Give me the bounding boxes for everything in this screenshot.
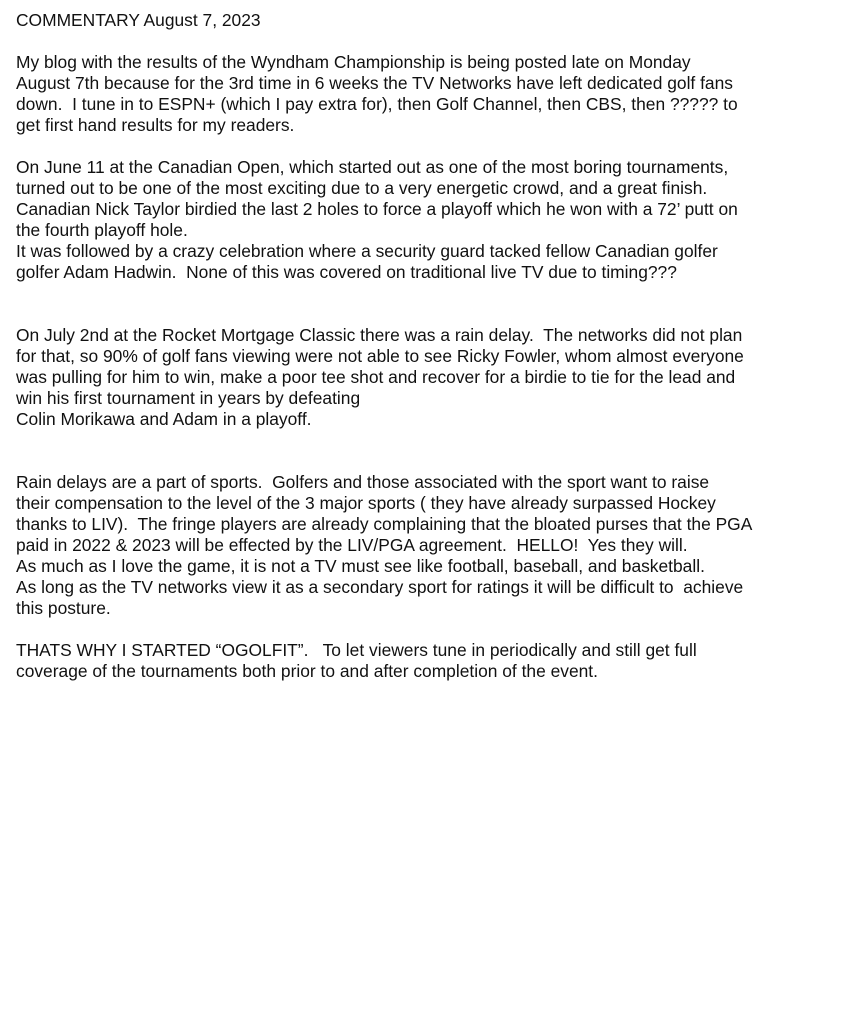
commentary-document bbox=[16, 10, 846, 682]
paragraph-line: the fourth playoff hole. bbox=[16, 220, 188, 240]
paragraph-line: August 7th because for the 3rd time in 6 weeks the TV Networks have left dedicated golf fans bbox=[16, 73, 733, 93]
paragraph-line: THATS WHY I STARTED “OGOLFIT”. To let viewers tune in periodically and still get full bbox=[16, 640, 697, 660]
paragraph-line: paid in 2022 & 2023 will be effected by the LIV/PGA agreement. HELLO! Yes they will. bbox=[16, 535, 688, 555]
paragraph-line: coverage of the tournaments both prior to and after completion of the event. bbox=[16, 661, 598, 681]
paragraph-line: My blog with the results of the Wyndham Championship is being posted late on Monday bbox=[16, 52, 691, 72]
paragraph-spacer bbox=[16, 31, 846, 52]
paragraph-spacer bbox=[16, 451, 846, 472]
paragraph-spacer bbox=[16, 136, 846, 157]
paragraph-line: thanks to LIV). The fringe players are already complaining that the bloated purses that the PGA bbox=[16, 514, 753, 534]
paragraph-line: Rain delays are a part of sports. Golfers and those associated with the sport want to raise bbox=[16, 472, 710, 492]
paragraph-line: their compensation to the level of the 3 major sports ( they have already surpassed Hockey bbox=[16, 493, 716, 513]
paragraph-spacer bbox=[16, 430, 846, 451]
paragraph-5 bbox=[16, 640, 846, 682]
paragraph-spacer bbox=[16, 304, 846, 325]
document-heading: COMMENTARY August 7, 2023 bbox=[16, 10, 261, 30]
paragraph-line: As much as I love the game, it is not a TV must see like football, baseball, and basketball. bbox=[16, 556, 705, 576]
paragraph-line: Colin Morikawa and Adam in a playoff. bbox=[16, 409, 312, 429]
paragraph-line: was pulling for him to win, make a poor tee shot and recover for a birdie to tie for the lead and bbox=[16, 367, 736, 387]
paragraph-line: win his first tournament in years by defeating bbox=[16, 388, 361, 408]
paragraph-line: this posture. bbox=[16, 598, 111, 618]
paragraph-line: for that, so 90% of golf fans viewing were not able to see Ricky Fowler, whom almost everyone bbox=[16, 346, 744, 366]
paragraph-line: On July 2nd at the Rocket Mortgage Classic there was a rain delay. The networks did not plan bbox=[16, 325, 743, 345]
paragraph-line: down. I tune in to ESPN+ (which I pay extra for), then Golf Channel, then CBS, then ????? to bbox=[16, 94, 738, 114]
paragraph-line: turned out to be one of the most exciting due to a very energetic crowd, and a great finish. bbox=[16, 178, 708, 198]
paragraph-line: Canadian Nick Taylor birdied the last 2 holes to force a playoff which he won with a 72’ putt on bbox=[16, 199, 738, 219]
paragraph-line: get first hand results for my readers. bbox=[16, 115, 295, 135]
paragraph-3 bbox=[16, 325, 846, 430]
paragraph-spacer bbox=[16, 283, 846, 304]
paragraph-line: golfer Adam Hadwin. None of this was covered on traditional live TV due to timing??? bbox=[16, 262, 677, 282]
paragraph-2 bbox=[16, 157, 846, 283]
paragraph-4 bbox=[16, 472, 846, 619]
paragraph-line: On June 11 at the Canadian Open, which started out as one of the most boring tournaments, bbox=[16, 157, 729, 177]
paragraph-line: It was followed by a crazy celebration where a security guard tacked fellow Canadian golfer bbox=[16, 241, 718, 261]
paragraph-line: As long as the TV networks view it as a secondary sport for ratings it will be difficult to achieve bbox=[16, 577, 744, 597]
paragraph-1 bbox=[16, 52, 846, 136]
paragraph-spacer bbox=[16, 619, 846, 640]
